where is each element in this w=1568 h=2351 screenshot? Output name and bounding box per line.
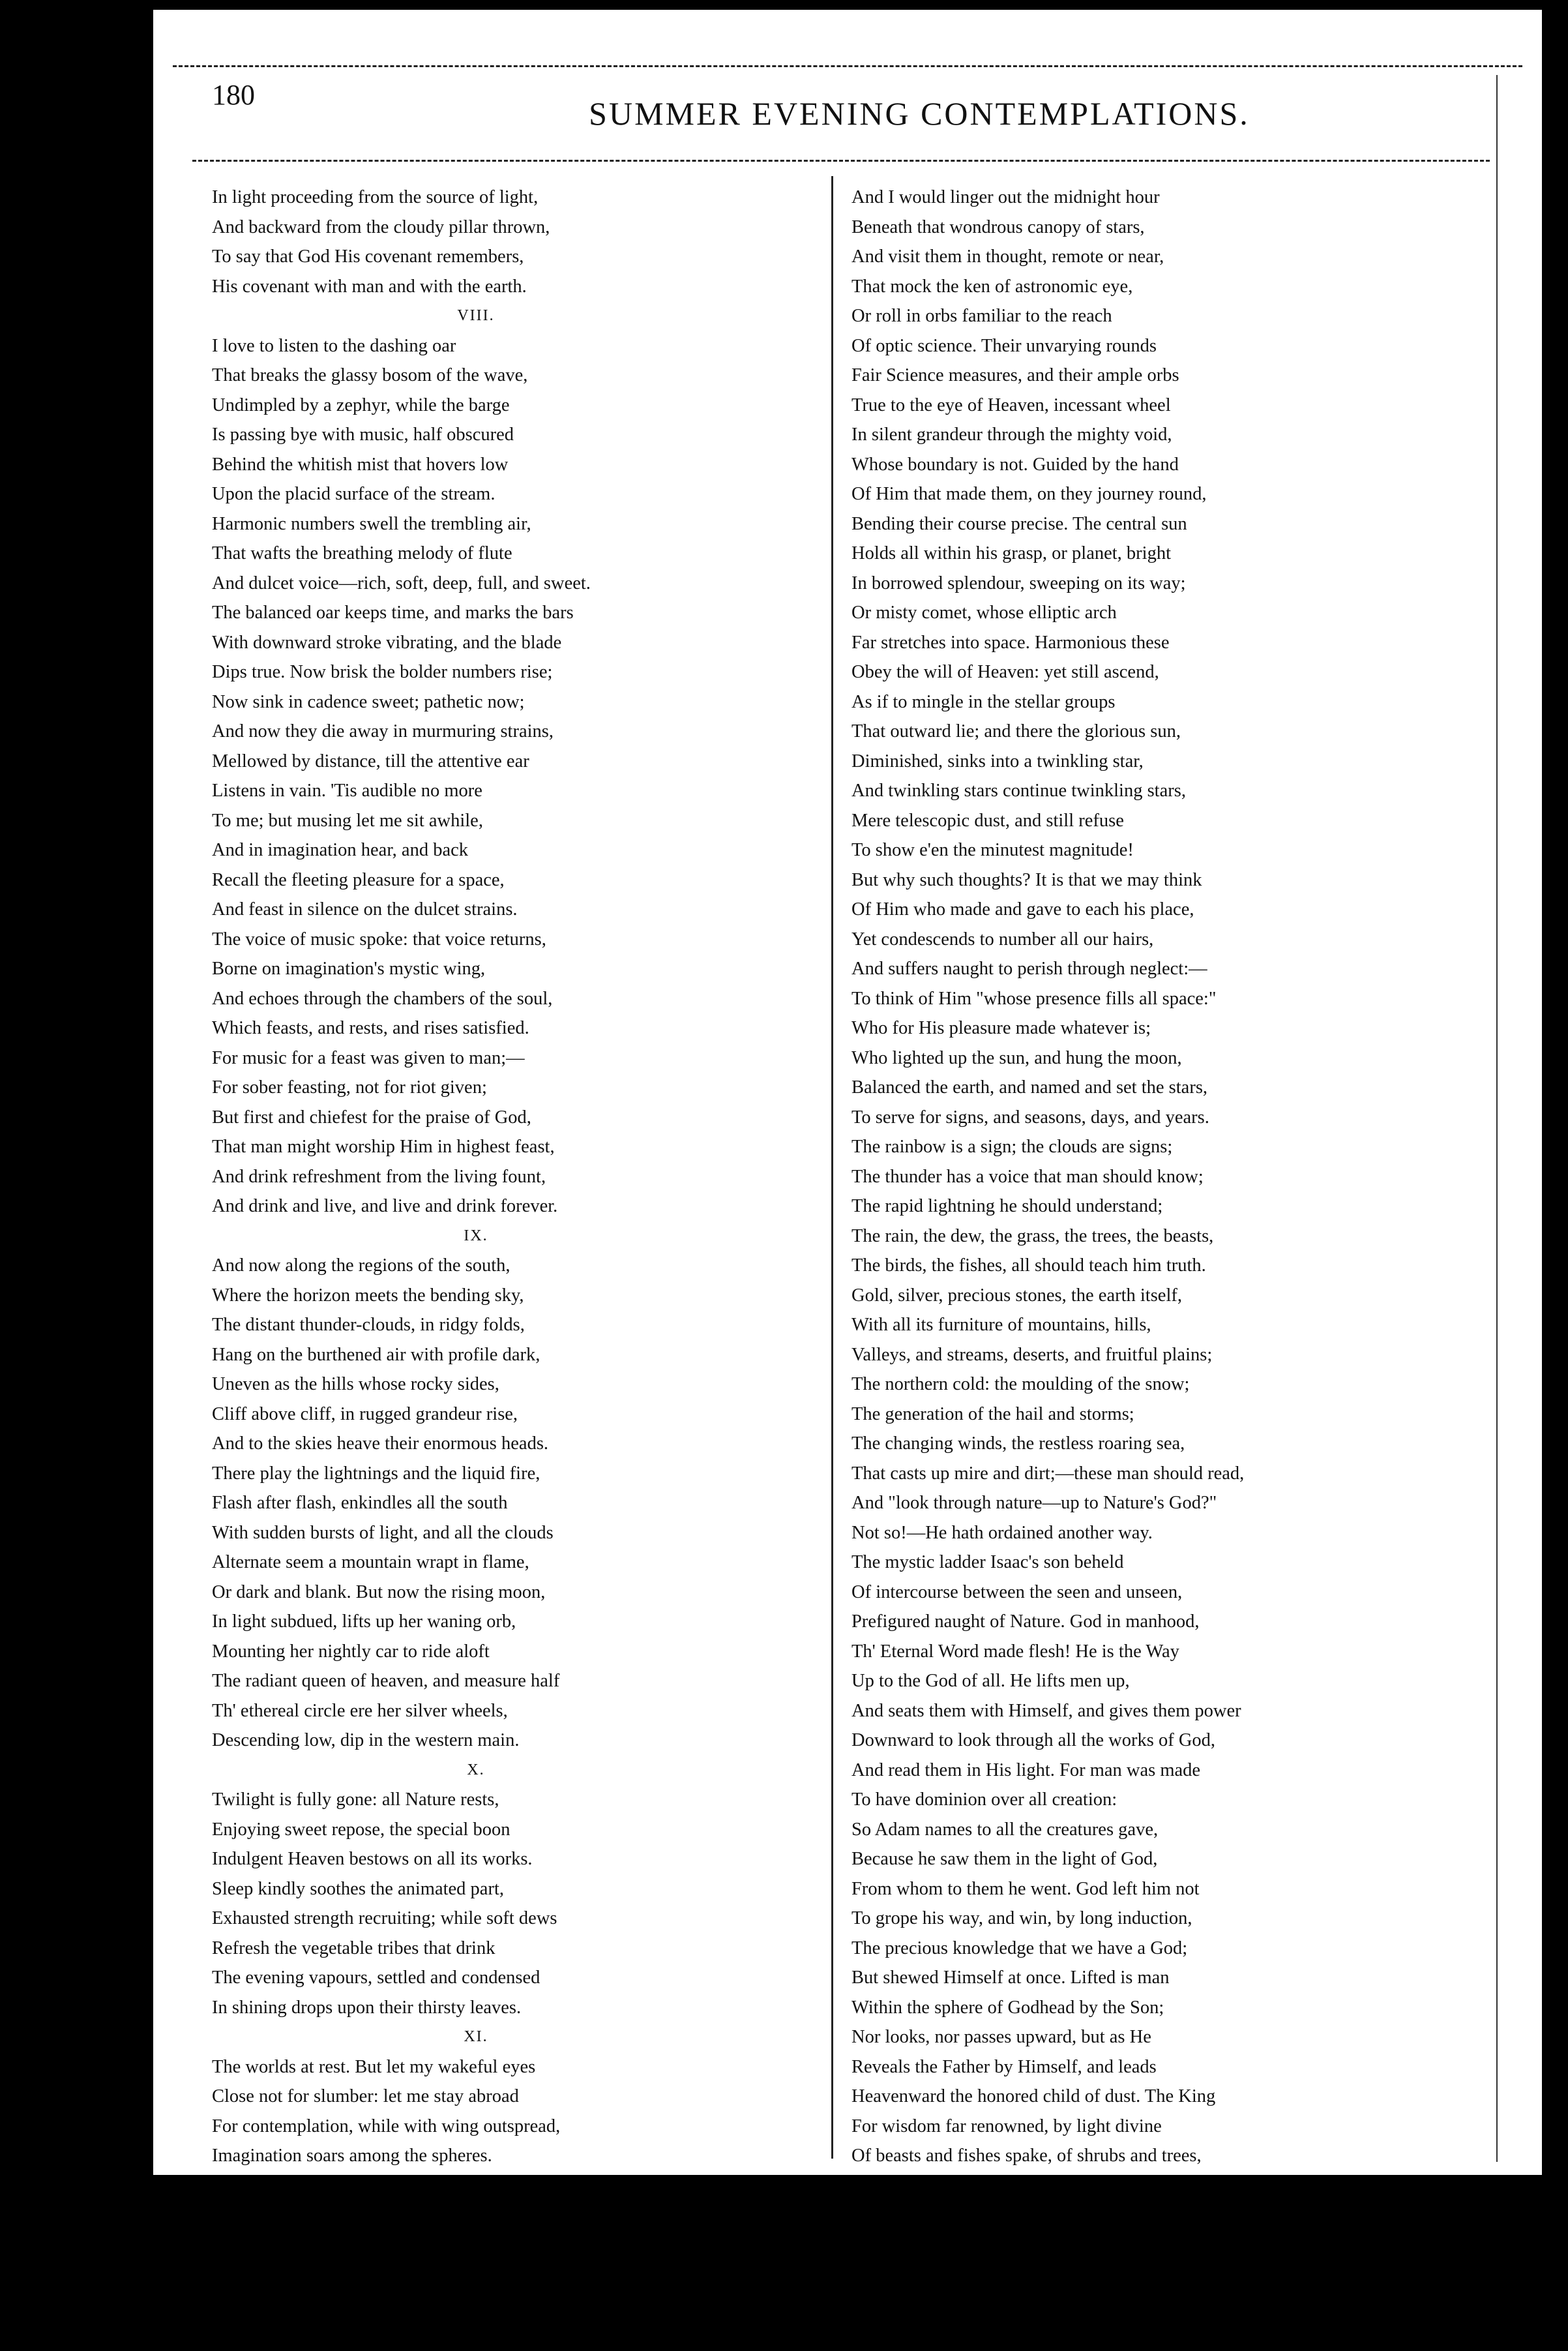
verse-line: Enjoying sweet repose, the special boon <box>212 1819 510 1840</box>
verse-line: In light proceeding from the source of light, <box>212 187 539 207</box>
verse-line: And seats them with Himself, and gives them power <box>851 1700 1241 1721</box>
verse-line: Is passing bye with music, half obscured <box>212 425 514 445</box>
verse-line: Mounting her nightly car to ride aloft <box>212 1641 490 1662</box>
verse-line: Of beasts and fishes spake, of shrubs and trees, <box>851 2146 1202 2166</box>
verse-line: To serve for signs, and seasons, days, and years. <box>851 1107 1209 1128</box>
verse-line: Behind the whitish mist that hovers low <box>212 454 509 475</box>
verse-line: And visit them in thought, remote or near, <box>851 247 1164 267</box>
verse-line: Mere telescopic dust, and still refuse <box>851 810 1124 831</box>
verse-line: For contemplation, while with wing outspread, <box>212 2116 561 2136</box>
verse-line: The radiant queen of heaven, and measure half <box>212 1671 560 1691</box>
verse-line: Balanced the earth, and named and set the stars, <box>851 1077 1208 1098</box>
verse-line: To think of Him "whose presence fills all space:" <box>851 988 1217 1009</box>
verse-line: The evening vapours, settled and condensed <box>212 1968 540 1988</box>
verse-line: And twinkling stars continue twinkling stars, <box>851 781 1186 801</box>
poem-stanza <box>212 1756 818 2023</box>
verse-line: Harmonic numbers swell the trembling air, <box>212 513 531 534</box>
stanza-numeral: XI. <box>464 2028 488 2045</box>
verse-line: And drink and live, and live and drink forever. <box>212 1196 558 1216</box>
verse-line: Close not for slumber: let me stay abroad <box>212 2086 519 2106</box>
verse-line: So Adam names to all the creatures gave, <box>851 1819 1159 1840</box>
verse-line: Not so!—He hath ordained another way. <box>851 1522 1153 1543</box>
right-column <box>828 183 1532 2260</box>
verse-line: There play the lightnings and the liquid fire, <box>212 1463 540 1484</box>
verse-line: And to the skies heave their enormous heads. <box>212 1433 549 1454</box>
verse-line: That breaks the glassy bosom of the wave, <box>212 365 528 385</box>
verse-line: Cliff above cliff, in rugged grandeur rise, <box>212 1403 518 1424</box>
verse-line: Or dark and blank. But now the rising moon, <box>212 1581 546 1602</box>
verse-line: For music for a feast was given to man;— <box>212 1047 525 1068</box>
verse-line: To grope his way, and win, by long induction, <box>851 1908 1192 1928</box>
verse-line: Uneven as the hills whose rocky sides, <box>212 1374 499 1394</box>
running-title: SUMMER EVENING CONTEMPLATIONS. <box>589 95 1250 132</box>
verse-line: And in imagination hear, and back <box>212 840 468 860</box>
verse-line: To say that God His covenant remembers, <box>212 247 524 267</box>
verse-line: True to the eye of Heaven, incessant wheel <box>851 395 1171 415</box>
poem-stanza <box>212 1221 818 1756</box>
page-number: 180 <box>212 79 255 111</box>
verse-line: To me; but musing let me sit awhile, <box>212 810 483 831</box>
verse-line: As if to mingle in the stellar groups <box>851 691 1116 712</box>
verse-line: And echoes through the chambers of the soul, <box>212 988 553 1009</box>
verse-line: The northern cold: the moulding of the snow; <box>851 1374 1190 1394</box>
verse-line: Now sink in cadence sweet; pathetic now; <box>212 691 525 712</box>
verse-line: Th' ethereal circle ere her silver wheels, <box>212 1700 508 1721</box>
verse-line: Fair Science measures, and their ample orbs <box>851 365 1179 385</box>
verse-line: Heavenward the honored child of dust. The King <box>851 2086 1216 2106</box>
verse-line: The precious knowledge that we have a God; <box>851 1938 1188 1958</box>
verse-line: And now along the regions of the south, <box>212 1255 510 1276</box>
verse-line: Imagination soars among the spheres. <box>212 2146 492 2166</box>
verse-line: But shewed Himself at once. Lifted is man <box>851 1968 1170 1988</box>
verse-line: Refresh the vegetable tribes that drink <box>212 1938 496 1958</box>
verse-line: For wisdom far renowned, by light divine <box>851 2116 1162 2136</box>
verse-line: To have dominion over all creation: <box>851 1789 1117 1810</box>
verse-line: Th' Eternal Word made flesh! He is the Way <box>851 1641 1179 1662</box>
verse-line: The balanced oar keeps time, and marks the bars <box>212 603 574 623</box>
verse-line: Recall the fleeting pleasure for a space, <box>212 869 505 890</box>
verse-line: Yet condescends to number all our hairs, <box>851 929 1154 950</box>
verse-line: That outward lie; and there the glorious sun, <box>851 721 1181 741</box>
verse-line: But first and chiefest for the praise of God, <box>212 1107 531 1128</box>
verse-line: With sudden bursts of light, and all the clouds <box>212 1522 554 1543</box>
verse-line: The thunder has a voice that man should know; <box>851 1166 1204 1187</box>
verse-line: That casts up mire and dirt;—these man should read, <box>851 1463 1245 1484</box>
verse-line: Borne on imagination's mystic wing, <box>212 959 486 979</box>
verse-line: Because he saw them in the light of God, <box>851 1849 1158 1869</box>
verse-line: Beneath that wondrous canopy of stars, <box>851 217 1145 237</box>
top-border-rule <box>173 65 1522 67</box>
verse-line: The birds, the fishes, all should teach him truth. <box>851 1255 1206 1276</box>
verse-line: His covenant with man and with the earth. <box>212 276 527 297</box>
verse-line: With downward stroke vibrating, and the blade <box>212 632 562 653</box>
verse-line: Gold, silver, precious stones, the earth itself, <box>851 1285 1182 1306</box>
verse-line: And backward from the cloudy pillar thrown, <box>212 217 550 237</box>
verse-line: Descending low, dip in the western main. <box>212 1730 520 1750</box>
verse-line: That mock the ken of astronomic eye, <box>851 276 1133 297</box>
page-bottom-shadow <box>0 2175 1568 2351</box>
poem-stanza <box>212 301 818 1221</box>
verse-line: Which feasts, and rests, and rises satisfied. <box>212 1018 529 1038</box>
verse-line: Far stretches into space. Harmonious these <box>851 632 1170 653</box>
verse-line: The voice of music spoke: that voice returns, <box>212 929 546 950</box>
verse-line: The changing winds, the restless roaring sea, <box>851 1433 1185 1454</box>
verse-line: Or roll in orbs familiar to the reach <box>851 306 1112 326</box>
verse-line: Undimpled by a zephyr, while the barge <box>212 395 510 415</box>
left-column <box>212 183 818 2171</box>
verse-line: Or misty comet, whose elliptic arch <box>851 603 1117 623</box>
verse-line: The mystic ladder Isaac's son beheld <box>851 1552 1124 1572</box>
verse-line: Who for His pleasure made whatever is; <box>851 1018 1151 1038</box>
verse-line: And dulcet voice—rich, soft, deep, full, and sweet. <box>212 573 591 593</box>
poem-stanza <box>212 2022 818 2171</box>
verse-line: Where the horizon meets the bending sky, <box>212 1285 524 1306</box>
poem-stanza <box>212 183 818 301</box>
verse-line: Listens in vain. 'Tis audible no more <box>212 781 482 801</box>
verse-line: From whom to them he went. God left him not <box>851 1878 1200 1899</box>
book-page <box>153 10 1542 2175</box>
verse-line: Exhausted strength recruiting; while soft dews <box>212 1908 557 1928</box>
verse-line: And suffers naught to perish through neglect:— <box>851 959 1207 979</box>
verse-line: Valleys, and streams, deserts, and fruitful plains; <box>851 1344 1213 1365</box>
verse-line: Reveals the Father by Himself, and leads <box>851 2056 1157 2077</box>
verse-line: The worlds at rest. But let my wakeful eyes <box>212 2056 536 2077</box>
verse-line: Dips true. Now brisk the bolder numbers rise; <box>212 662 553 682</box>
verse-line: And drink refreshment from the living fount, <box>212 1166 546 1187</box>
verse-line: Twilight is fully gone: all Nature rests, <box>212 1789 499 1810</box>
verse-line: Indulgent Heaven bestows on all its works. <box>212 1849 533 1869</box>
verse-line: That man might worship Him in highest feast, <box>212 1137 555 1157</box>
verse-line: And I would linger out the midnight hour <box>851 187 1160 207</box>
verse-line: That wafts the breathing melody of flute <box>212 543 512 563</box>
verse-line: Downward to look through all the works of God, <box>851 1730 1216 1750</box>
verse-line: Of intercourse between the seen and unseen, <box>851 1581 1183 1602</box>
verse-line: Hang on the burthened air with profile dark, <box>212 1344 540 1365</box>
verse-line: Upon the placid surface of the stream. <box>212 484 496 504</box>
verse-line: The generation of the hail and storms; <box>851 1403 1134 1424</box>
verse-line: And read them in His light. For man was made <box>851 1760 1201 1780</box>
verse-line: Nor looks, nor passes upward, but as He <box>851 2027 1151 2047</box>
stanza-numeral: IX. <box>464 1227 488 1244</box>
verse-line: But why such thoughts? It is that we may think <box>851 869 1202 890</box>
verse-line: The rapid lightning he should understand; <box>851 1196 1163 1216</box>
header-rule <box>192 160 1490 162</box>
verse-line: In silent grandeur through the mighty void, <box>851 425 1172 445</box>
verse-line: With all its furniture of mountains, hills, <box>851 1315 1151 1335</box>
verse-line: And now they die away in murmuring strains, <box>212 721 554 741</box>
page-gutter-shadow <box>0 0 153 2351</box>
verse-line: The rainbow is a sign; the clouds are signs; <box>851 1137 1173 1157</box>
verse-line: Flash after flash, enkindles all the south <box>212 1493 508 1513</box>
verse-line: In light subdued, lifts up her waning orb, <box>212 1611 516 1632</box>
verse-line: Obey the will of Heaven: yet still ascend, <box>851 662 1159 682</box>
verse-line: Within the sphere of Godhead by the Son; <box>851 1997 1164 2018</box>
verse-line: Prefigured naught of Nature. God in manhood, <box>851 1611 1200 1632</box>
verse-line: Whose boundary is not. Guided by the hand <box>851 454 1179 475</box>
verse-line: Sleep kindly soothes the animated part, <box>212 1878 504 1899</box>
verse-line: Bending their course precise. The central sun <box>851 513 1187 534</box>
verse-line: For sober feasting, not for riot given; <box>212 1077 487 1098</box>
verse-line: Holds all within his grasp, or planet, bright <box>851 543 1171 563</box>
verse-line: Of optic science. Their unvarying rounds <box>851 335 1157 356</box>
verse-line: Up to the God of all. He lifts men up, <box>851 1671 1130 1691</box>
verse-line: I love to listen to the dashing oar <box>212 335 456 356</box>
verse-line: And "look through nature—up to Nature's God?" <box>851 1493 1217 1513</box>
verse-line: And feast in silence on the dulcet strains. <box>212 899 518 920</box>
verse-line: The rain, the dew, the grass, the trees, the beasts, <box>851 1225 1214 1246</box>
verse-line: Of Him who made and gave to each his place, <box>851 899 1194 920</box>
verse-line: Alternate seem a mountain wrapt in flame, <box>212 1552 529 1572</box>
stanza-numeral: X. <box>467 1761 485 1778</box>
verse-line: Diminished, sinks into a twinkling star, <box>851 751 1144 771</box>
verse-line: Of Him that made them, on they journey round, <box>851 484 1207 504</box>
stanza-numeral: VIII. <box>457 307 495 324</box>
verse-line: Who lighted up the sun, and hung the moon, <box>851 1047 1182 1068</box>
verse-line: To show e'en the minutest magnitude! <box>851 840 1134 860</box>
verse-line: In shining drops upon their thirsty leaves. <box>212 1997 522 2018</box>
verse-line: Mellowed by distance, till the attentive ear <box>212 751 529 771</box>
verse-line: In borrowed splendour, sweeping on its way; <box>851 573 1186 593</box>
verse-line: The distant thunder-clouds, in ridgy folds, <box>212 1315 525 1335</box>
